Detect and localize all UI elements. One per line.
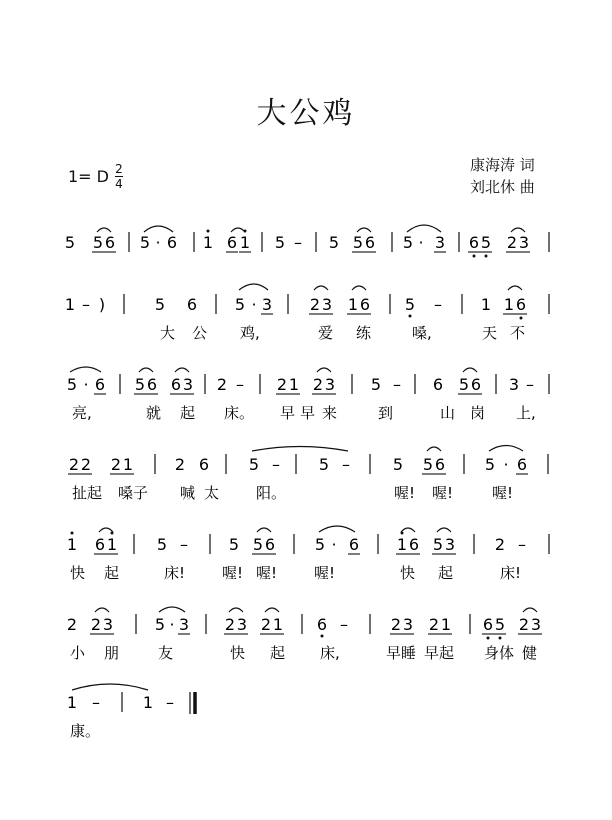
lyric: 快 xyxy=(70,564,86,582)
slur xyxy=(139,368,153,372)
lyric: 早起 xyxy=(424,644,455,662)
note: – xyxy=(434,295,442,314)
slur xyxy=(489,446,523,452)
note: 2 xyxy=(506,233,518,252)
note: 2 xyxy=(174,455,186,474)
octave-dot-low xyxy=(485,255,488,258)
note: 5 xyxy=(139,233,151,252)
score-system xyxy=(67,692,174,740)
note: · xyxy=(83,375,89,394)
note: – xyxy=(272,455,280,474)
note: 6 xyxy=(198,455,210,474)
note: 2 xyxy=(494,535,506,554)
note: 5 xyxy=(480,233,492,252)
note: 1 xyxy=(288,375,300,394)
lyric: 岗 xyxy=(470,404,486,422)
note: 2 xyxy=(260,615,272,634)
slur-group xyxy=(70,225,537,690)
note: 3 xyxy=(324,375,336,394)
note: 5 xyxy=(154,615,166,634)
note: 5 xyxy=(134,375,146,394)
lyric: 健 xyxy=(522,644,538,662)
note: 6 xyxy=(146,375,158,394)
lyric: 早睡 xyxy=(386,644,417,662)
note: 1 xyxy=(106,535,118,554)
slur xyxy=(97,228,111,232)
note: 2 xyxy=(68,455,80,474)
score-system xyxy=(65,294,549,342)
slur xyxy=(427,447,441,451)
note: 1 xyxy=(122,455,134,474)
time-signature-top: 2 xyxy=(115,162,123,176)
lyric: 公 xyxy=(192,324,208,342)
note: 6 xyxy=(186,295,198,314)
note: 5 xyxy=(314,535,326,554)
note: 1 xyxy=(202,233,214,252)
slur xyxy=(319,526,355,532)
score-system xyxy=(67,374,549,422)
note: 6 xyxy=(359,295,371,314)
note: · xyxy=(418,233,424,252)
lyric: 朋 xyxy=(104,644,120,662)
octave-dot-low xyxy=(321,635,324,638)
lyric: 早 xyxy=(280,404,296,422)
note: 2 xyxy=(428,615,440,634)
lyric: 到 xyxy=(378,404,394,422)
note: 5 xyxy=(64,233,76,252)
lyric: 床, xyxy=(320,644,340,662)
lyric: 康。 xyxy=(70,722,101,740)
note: 5 xyxy=(228,535,240,554)
note: 6 xyxy=(94,375,106,394)
note: 5 xyxy=(234,295,246,314)
note: 5 xyxy=(422,455,434,474)
note: 3 xyxy=(402,615,414,634)
lyric: 快 xyxy=(230,644,246,662)
score-system xyxy=(68,454,548,502)
note: – xyxy=(180,535,188,554)
lyric: 喔! xyxy=(314,564,336,582)
note: 5 xyxy=(484,455,496,474)
note: · xyxy=(503,455,509,474)
note: 5 xyxy=(156,535,168,554)
note: 6 xyxy=(170,375,182,394)
note: 2 xyxy=(90,615,102,634)
note: 3 xyxy=(261,295,273,314)
slur xyxy=(229,608,243,612)
note: 6 xyxy=(408,535,420,554)
slur xyxy=(357,228,371,232)
note: · xyxy=(251,295,257,314)
octave-dot-high xyxy=(207,230,210,233)
octave-dot-low xyxy=(473,255,476,258)
slur xyxy=(407,225,441,232)
key-text: 1= D xyxy=(68,167,109,186)
note: – xyxy=(393,375,401,394)
note: 1 xyxy=(440,615,452,634)
note: 1 xyxy=(347,295,359,314)
note: 6 xyxy=(166,233,178,252)
note: 6 xyxy=(348,535,360,554)
note: 5 xyxy=(318,455,330,474)
note: 5 xyxy=(432,535,444,554)
note: 1 xyxy=(66,535,78,554)
note: 5 xyxy=(352,233,364,252)
song-title: 大公鸡 xyxy=(256,96,356,131)
slur xyxy=(159,607,185,612)
note: 3 xyxy=(102,615,114,634)
note: 2 xyxy=(216,375,228,394)
lyric: 快 xyxy=(400,564,416,582)
note: 3 xyxy=(182,375,194,394)
note: 5 xyxy=(370,375,382,394)
lyric: 不 xyxy=(510,324,526,342)
lyric: 鸡, xyxy=(240,324,260,342)
note: 1 xyxy=(64,295,76,314)
note: 2 xyxy=(224,615,236,634)
slur xyxy=(99,528,113,532)
note: 3 xyxy=(530,615,542,634)
slur xyxy=(175,368,189,372)
note: 1 xyxy=(66,693,78,712)
lyric: 太 xyxy=(204,484,220,502)
note: 5 xyxy=(458,375,470,394)
lyric: 爱 xyxy=(318,324,334,342)
octave-dot-low xyxy=(499,637,502,640)
slur xyxy=(257,528,271,532)
note: – xyxy=(526,375,534,394)
slur xyxy=(72,684,148,690)
note: 1 xyxy=(142,693,154,712)
note: 1 xyxy=(272,615,284,634)
lyric: 天 xyxy=(482,324,498,342)
slur xyxy=(95,608,109,612)
lyric: 喔! xyxy=(394,484,416,502)
note: 3 xyxy=(434,233,446,252)
note: 5 xyxy=(252,535,264,554)
lyric: 友 xyxy=(158,644,174,662)
note: – xyxy=(518,535,526,554)
note: 5 xyxy=(402,233,414,252)
slur xyxy=(401,528,415,532)
final-barline xyxy=(190,692,195,714)
note: – xyxy=(236,375,244,394)
note: · xyxy=(155,233,161,252)
note: 6 xyxy=(468,233,480,252)
note: · xyxy=(169,615,175,634)
time-signature-bottom: 4 xyxy=(115,177,123,191)
note: 6 xyxy=(364,233,376,252)
note: 3 xyxy=(236,615,248,634)
score-system xyxy=(67,614,542,662)
lyric: 来 xyxy=(322,404,338,422)
lyric: 嗓, xyxy=(412,324,432,342)
lyric: 就 xyxy=(146,404,162,422)
slur xyxy=(508,286,522,290)
slur xyxy=(265,608,279,612)
lyric: 喔! xyxy=(222,564,244,582)
score-systems xyxy=(65,230,549,741)
lyric: 小 xyxy=(70,644,86,662)
lyric: 亮, xyxy=(72,404,92,422)
slur xyxy=(231,228,245,232)
note: 6 xyxy=(470,375,482,394)
note: 6 xyxy=(104,233,116,252)
note: 5 xyxy=(248,455,260,474)
note: 5 xyxy=(404,295,416,314)
lyric: 床。 xyxy=(224,404,255,422)
lyric: 山 xyxy=(440,404,456,422)
slur xyxy=(463,368,477,372)
note: 5 xyxy=(328,233,340,252)
lyric: 喔! xyxy=(492,484,514,502)
slur xyxy=(239,284,268,290)
note: – xyxy=(82,295,90,314)
note: 1 xyxy=(396,535,408,554)
lyric: 起 xyxy=(180,404,196,422)
note: 3 xyxy=(178,615,190,634)
note: 1 xyxy=(239,233,251,252)
note: 6 xyxy=(434,455,446,474)
note: 2 xyxy=(66,615,78,634)
note: 3 xyxy=(508,375,520,394)
lyric: 喊 xyxy=(180,484,196,502)
note: – xyxy=(166,693,174,712)
octave-dot-high xyxy=(71,532,74,535)
note: ) xyxy=(98,295,106,314)
note: 5 xyxy=(92,233,104,252)
lyric: 早 xyxy=(300,404,316,422)
lyric: 身体 xyxy=(484,644,515,662)
lyric: 喔! xyxy=(432,484,454,502)
note: 6 xyxy=(515,295,527,314)
lyric: 床! xyxy=(164,564,186,582)
note: 5 xyxy=(494,615,506,634)
note: 5 xyxy=(154,295,166,314)
note: 5 xyxy=(392,455,404,474)
lyric: 起 xyxy=(104,564,120,582)
lyric: 嗓子 xyxy=(118,484,149,502)
note: – xyxy=(294,233,302,252)
octave-dot-low xyxy=(520,317,523,320)
note: – xyxy=(92,693,100,712)
note: 2 xyxy=(80,455,92,474)
lyric: 床! xyxy=(500,564,522,582)
slur xyxy=(437,528,451,532)
note: 1 xyxy=(480,295,492,314)
lyric: 喔! xyxy=(256,564,278,582)
note: 5 xyxy=(66,375,78,394)
note: 3 xyxy=(321,295,333,314)
lyric: 扯起 xyxy=(72,484,103,502)
lyricist-credit: 康海涛 词 xyxy=(470,156,535,174)
note: – xyxy=(342,455,350,474)
note: 5 xyxy=(274,233,286,252)
note: 6 xyxy=(316,615,328,634)
lyric: 阳。 xyxy=(256,484,287,502)
note: 1 xyxy=(503,295,515,314)
note: 2 xyxy=(518,615,530,634)
slur xyxy=(252,447,348,452)
note: 3 xyxy=(518,233,530,252)
slur xyxy=(352,286,366,290)
note: 2 xyxy=(312,375,324,394)
octave-dot-low xyxy=(409,315,412,318)
note: 6 xyxy=(516,455,528,474)
note: · xyxy=(331,535,337,554)
note: 2 xyxy=(390,615,402,634)
score-system xyxy=(65,230,549,258)
note: 2 xyxy=(309,295,321,314)
lyric: 大 xyxy=(160,324,176,342)
note: 6 xyxy=(432,375,444,394)
slur xyxy=(314,286,328,290)
lyric: 练 xyxy=(356,324,372,342)
note: 2 xyxy=(110,455,122,474)
slur xyxy=(70,367,101,372)
slur xyxy=(144,226,173,232)
score-system xyxy=(67,532,549,583)
note: 2 xyxy=(276,375,288,394)
slur xyxy=(317,368,331,372)
composer-credit: 刘北休 曲 xyxy=(470,178,535,196)
lyric: 起 xyxy=(270,644,286,662)
note: 6 xyxy=(94,535,106,554)
note: 3 xyxy=(444,535,456,554)
lyric: 上, xyxy=(516,404,536,422)
note: 6 xyxy=(482,615,494,634)
note: – xyxy=(340,615,348,634)
note: 6 xyxy=(264,535,276,554)
octave-dot-low xyxy=(487,637,490,640)
note: 6 xyxy=(226,233,238,252)
slur xyxy=(511,228,525,232)
slur xyxy=(523,608,537,612)
lyric: 起 xyxy=(438,564,454,582)
